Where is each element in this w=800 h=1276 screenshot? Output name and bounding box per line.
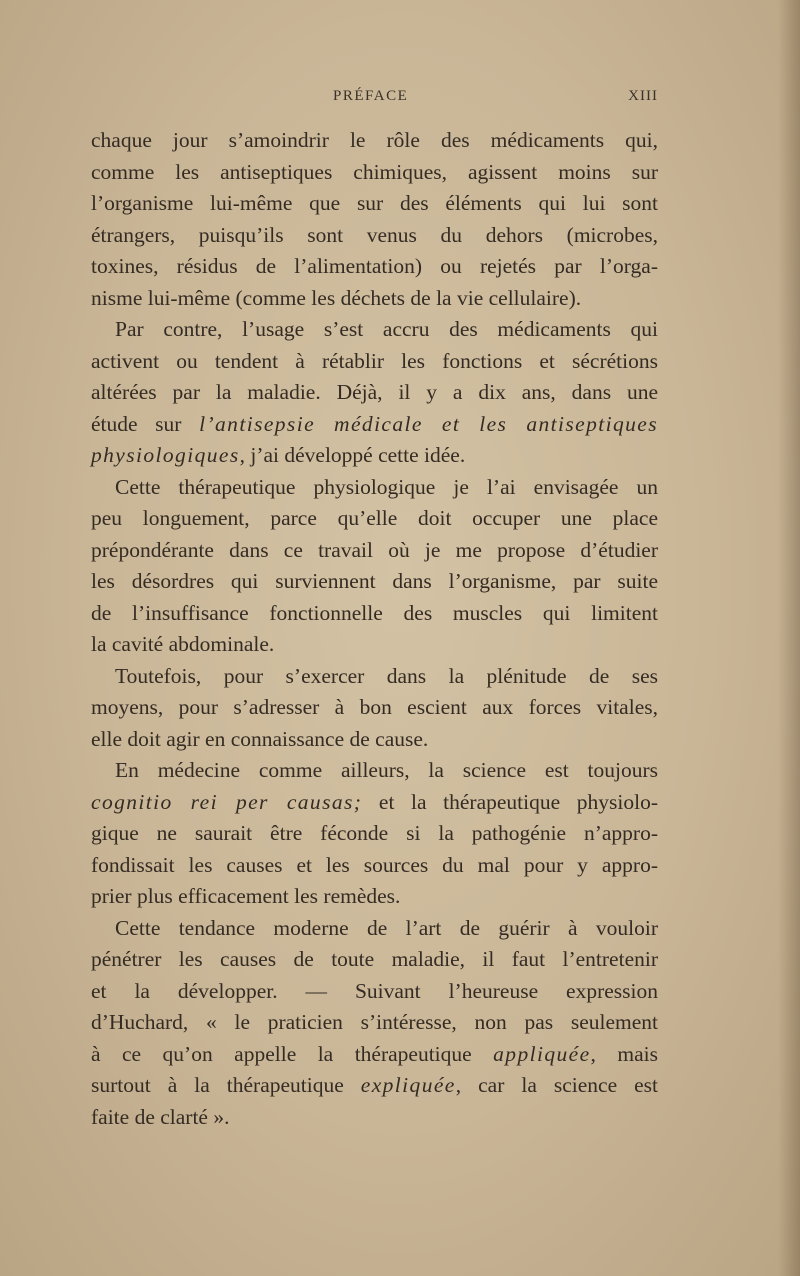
text-line: prier plus efficacement les remèdes. xyxy=(91,884,401,908)
italic-word: appliquée xyxy=(493,1041,591,1066)
text-line: de l’insuffisance fonctionnelle des muscles qui limitent xyxy=(91,600,658,625)
text-line: prépondérante dans ce travail où je me propose d’étudier xyxy=(91,537,658,562)
text-line: moyens, pour s’adresser à bon escient aux forces vitales, xyxy=(91,695,658,719)
text-line: fondissait les causes et les sources du mal pour y appro- xyxy=(91,852,658,877)
text-line: chaque jour s’amoindrir le rôle des médicaments qui, xyxy=(91,128,658,152)
text-line: pénétrer les causes de toute maladie, il faut l’entretenir xyxy=(91,947,658,971)
text-line: et la développer. — Suivant l’heureuse expression xyxy=(91,978,658,1003)
text-line: l’organisme lui-même que sur des éléments qui lui sont xyxy=(91,191,658,215)
text-line: surtout à la thérapeutique expliquée, car la science est xyxy=(91,1073,658,1097)
text-line: elle doit agir en connaissance de cause. xyxy=(91,726,429,751)
text-line: Toutefois, pour s’exercer dans la plénitude de ses xyxy=(115,663,658,688)
text-line: En médecine comme ailleurs, la science est toujours xyxy=(115,758,658,782)
text-line: peu longuement, parce qu’elle doit occuper une place xyxy=(91,506,658,530)
body-text xyxy=(91,125,658,1133)
italic-word: expliquée xyxy=(360,1073,456,1097)
text-line: d’Huchard, « le praticien s’intéresse, non pas seulement xyxy=(91,1010,658,1034)
text-line: toxines, résidus de l’alimentation) ou rejetés par l’orga- xyxy=(91,254,658,278)
page-number: XIII xyxy=(628,88,658,104)
text-line: la cavité abdominale. xyxy=(91,632,275,656)
text-line: Par contre, l’usage s’est accru des médicaments qui xyxy=(115,317,658,341)
text-line: Cette thérapeutique physiologique je l’ai envisagée un xyxy=(115,474,658,499)
text-line: les désordres qui surviennent dans l’organisme, par suite xyxy=(91,569,658,593)
italic-title: physiologiques xyxy=(91,443,240,467)
text-line: faite de clarté ». xyxy=(91,1104,230,1129)
text-line: gique ne saurait être féconde si la pathogénie n’appro- xyxy=(91,821,658,845)
italic-title: l’antisepsie médicale et les antiseptiques xyxy=(199,411,658,436)
text-line: altérées par la maladie. Déjà, il y a dix ans, dans une xyxy=(91,380,658,404)
text-line: à ce qu’on appelle la thérapeutique appliquée, mais xyxy=(91,1041,658,1066)
running-title: PRÉFACE xyxy=(333,88,409,104)
page-edge-shadow xyxy=(778,0,800,1276)
running-header xyxy=(91,88,658,112)
text-line: étude sur l’antisepsie médicale et les antiseptiques xyxy=(91,411,658,436)
text-line: nisme lui-même (comme les déchets de la vie cellulaire). xyxy=(91,285,582,310)
text-line: Cette tendance moderne de l’art de guérir à vouloir xyxy=(115,915,658,940)
text-line: étrangers, puisqu’ils sont venus du dehors (microbes, xyxy=(91,222,658,247)
text-line: physiologiques, j’ai développé cette idée. xyxy=(91,443,466,467)
text-line: activent ou tendent à rétablir les fonctions et sécrétions xyxy=(91,348,658,373)
text-line: comme les antiseptiques chimiques, agissent moins sur xyxy=(91,159,658,184)
italic-quote: cognitio rei per causas; xyxy=(91,789,363,814)
text-line: cognitio rei per causas; et la thérapeutique physiolo- xyxy=(91,789,658,814)
